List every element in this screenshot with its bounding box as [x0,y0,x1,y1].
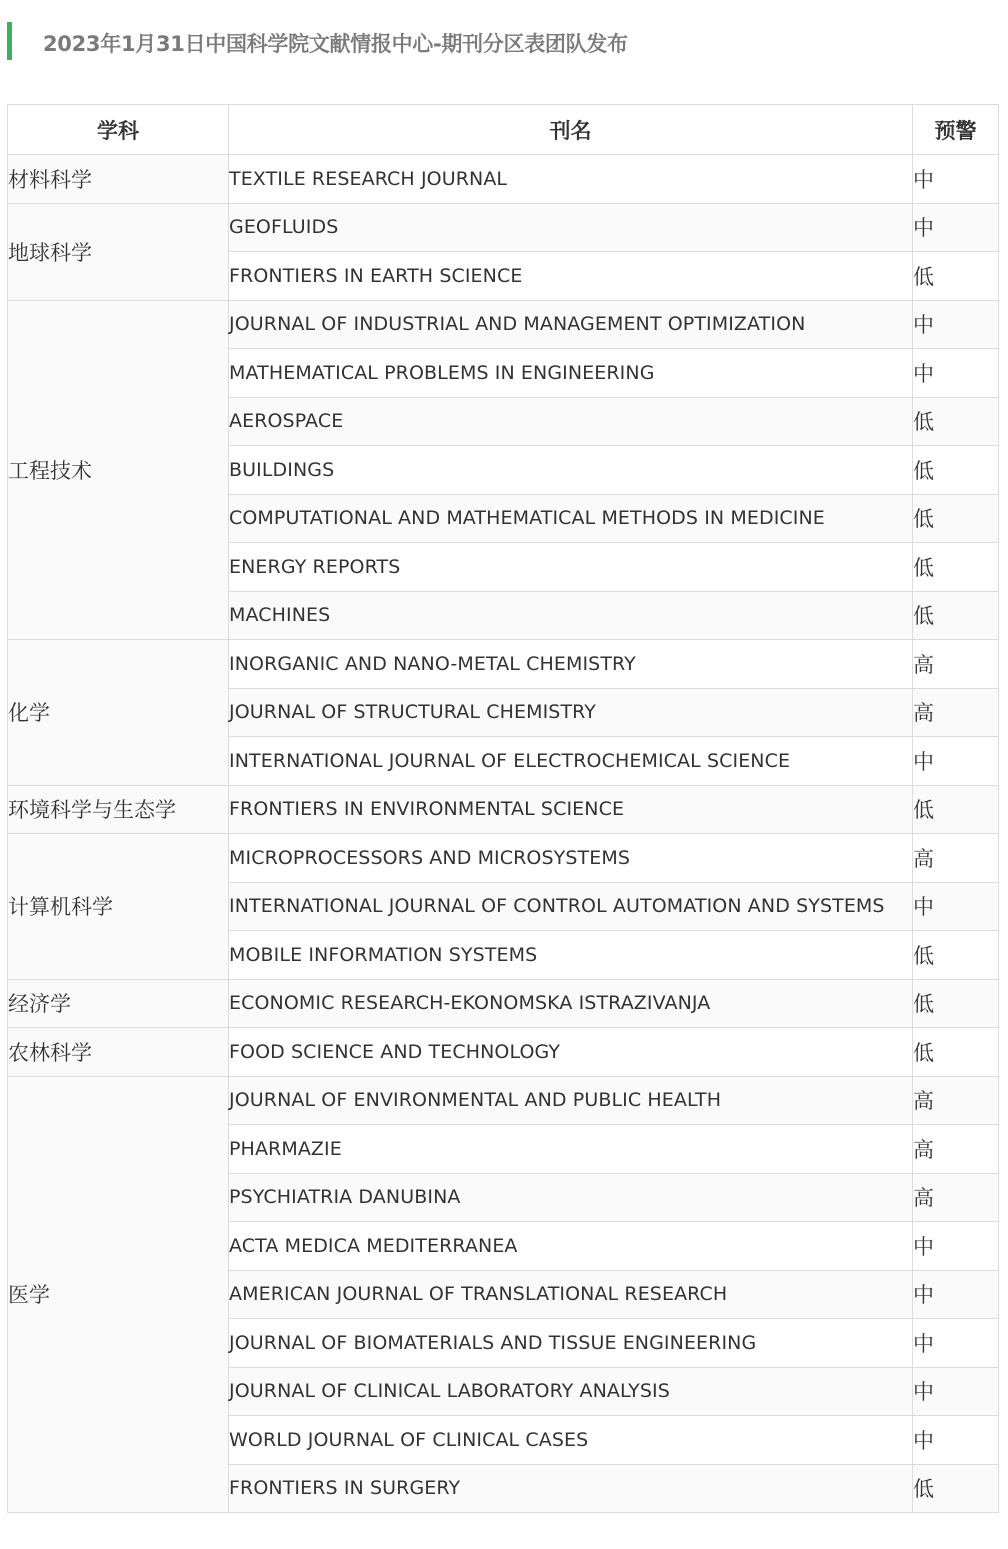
subject-cell: 经济学 [8,979,229,1028]
warning-level-cell: 中 [913,1222,999,1271]
warning-level-cell: 低 [913,785,999,834]
warning-level-cell: 高 [913,834,999,883]
warning-level-cell: 低 [913,931,999,980]
journal-name-cell: MOBILE INFORMATION SYSTEMS [229,931,913,980]
warning-level-cell: 低 [913,252,999,301]
journal-name-cell: INORGANIC AND NANO-METAL CHEMISTRY [229,640,913,689]
warning-level-cell: 高 [913,688,999,737]
table-body [8,155,999,1513]
warning-level-cell: 低 [913,591,999,640]
warning-level-cell: 低 [913,1464,999,1513]
table-row [8,155,999,204]
warning-level-cell: 中 [913,203,999,252]
journal-name-cell: INTERNATIONAL JOURNAL OF CONTROL AUTOMATION AND SYSTEMS [229,882,913,931]
warning-level-cell: 高 [913,640,999,689]
warning-level-cell: 中 [913,1416,999,1465]
warning-level-cell: 中 [913,155,999,204]
journal-name-cell: MICROPROCESSORS AND MICROSYSTEMS [229,834,913,883]
warning-level-cell: 高 [913,1173,999,1222]
journal-name-cell: MATHEMATICAL PROBLEMS IN ENGINEERING [229,349,913,398]
subject-cell: 化学 [8,640,229,786]
journal-name-cell: AEROSPACE [229,397,913,446]
warning-level-cell: 中 [913,882,999,931]
warning-level-cell: 低 [913,397,999,446]
journal-name-cell: JOURNAL OF INDUSTRIAL AND MANAGEMENT OPTIMIZATION [229,300,913,349]
journal-name-cell: AMERICAN JOURNAL OF TRANSLATIONAL RESEARCH [229,1270,913,1319]
subject-cell: 工程技术 [8,300,229,640]
warning-level-cell: 低 [913,494,999,543]
journal-name-cell: JOURNAL OF ENVIRONMENTAL AND PUBLIC HEALTH [229,1076,913,1125]
table-row [8,203,999,252]
journal-name-cell: PHARMAZIE [229,1125,913,1174]
journal-name-cell: GEOFLUIDS [229,203,913,252]
header-journal: 刊名 [229,105,913,155]
subject-cell: 农林科学 [8,1028,229,1077]
journal-name-cell: INTERNATIONAL JOURNAL OF ELECTROCHEMICAL SCIENCE [229,737,913,786]
table-row [8,834,999,883]
subject-cell: 医学 [8,1076,229,1513]
warning-level-cell: 中 [913,737,999,786]
journal-name-cell: JOURNAL OF BIOMATERIALS AND TISSUE ENGINEERING [229,1319,913,1368]
header-warning: 预警 [913,105,999,155]
journal-name-cell: MACHINES [229,591,913,640]
subject-cell: 材料科学 [8,155,229,204]
table-row [8,1028,999,1077]
journal-name-cell: ACTA MEDICA MEDITERRANEA [229,1222,913,1271]
page-title: 2023年1月31日中国科学院文献情报中心-期刊分区表团队发布 [43,32,628,56]
journal-name-cell: ENERGY REPORTS [229,543,913,592]
warning-level-cell: 中 [913,300,999,349]
table-row [8,300,999,349]
journal-name-cell: ECONOMIC RESEARCH-EKONOMSKA ISTRAZIVANJA [229,979,913,1028]
journal-name-cell: FOOD SCIENCE AND TECHNOLOGY [229,1028,913,1077]
table-row [8,979,999,1028]
journal-name-cell: PSYCHIATRIA DANUBINA [229,1173,913,1222]
warning-level-cell: 中 [913,1270,999,1319]
journal-name-cell: FRONTIERS IN SURGERY [229,1464,913,1513]
journal-name-cell: JOURNAL OF CLINICAL LABORATORY ANALYSIS [229,1367,913,1416]
subject-cell: 计算机科学 [8,834,229,980]
journal-name-cell: FRONTIERS IN ENVIRONMENTAL SCIENCE [229,785,913,834]
subject-cell: 地球科学 [8,203,229,300]
journal-name-cell: WORLD JOURNAL OF CLINICAL CASES [229,1416,913,1465]
subject-cell: 环境科学与生态学 [8,785,229,834]
journal-name-cell: JOURNAL OF STRUCTURAL CHEMISTRY [229,688,913,737]
warning-level-cell: 低 [913,1028,999,1077]
table-row [8,1076,999,1125]
journal-name-cell: COMPUTATIONAL AND MATHEMATICAL METHODS IN MEDICINE [229,494,913,543]
title-bar [7,22,987,60]
warning-level-cell: 高 [913,1125,999,1174]
warning-level-cell: 中 [913,1367,999,1416]
table-row [8,640,999,689]
journal-name-cell: FRONTIERS IN EARTH SCIENCE [229,252,913,301]
header-subject: 学科 [8,105,229,155]
journal-name-cell: TEXTILE RESEARCH JOURNAL [229,155,913,204]
journal-warning-table [7,104,999,1513]
warning-level-cell: 低 [913,446,999,495]
warning-level-cell: 中 [913,1319,999,1368]
warning-level-cell: 低 [913,543,999,592]
journal-name-cell: BUILDINGS [229,446,913,495]
warning-level-cell: 低 [913,979,999,1028]
table-header-row [8,105,999,155]
table-row [8,785,999,834]
warning-level-cell: 高 [913,1076,999,1125]
warning-level-cell: 中 [913,349,999,398]
